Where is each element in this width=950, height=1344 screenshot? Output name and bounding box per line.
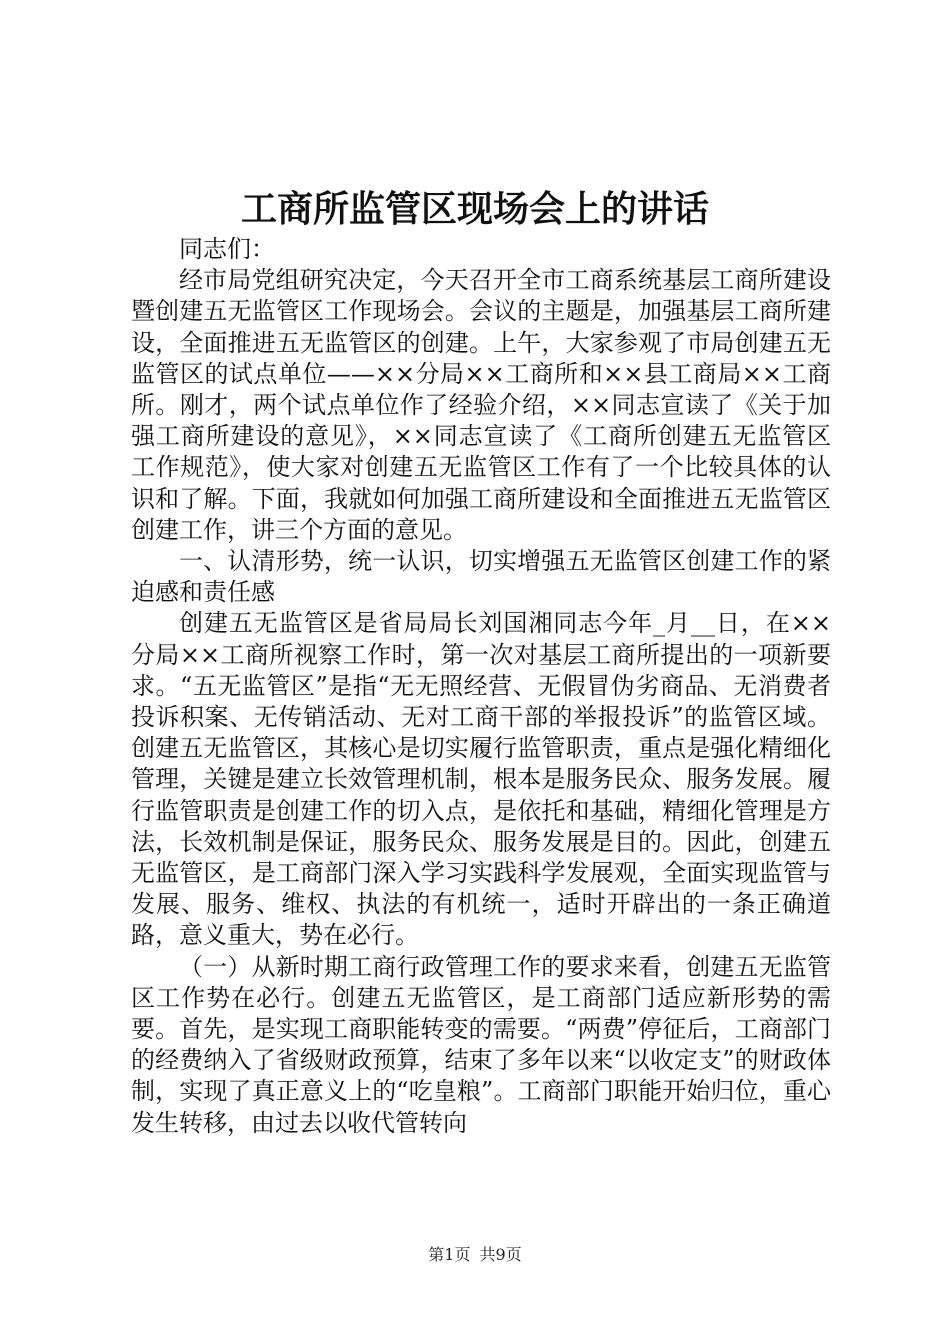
document-body (131, 234, 831, 1139)
body-paragraph: 经市局党组研究决定，今天召开全市工商系统基层工商所建设暨创建五无监管区工作现场会。会议的主题是，加强基层工商所建设，全面推进五无监管区的创建。上午，大家参观了市局创建五无监管区的试点单位——××分局××工商所和××县工商局××工商所。刚才，两个试点单位作了经验介绍，××同志宣读了《关于加强工商所建设的意见》，××同志宣读了《工商所创建五无监管区工作规范》，使大家对创建五无监管区工作有了一个比较具体的认识和了解。下面，我就如何加强工商所建设和全面推进五无监管区创建工作，讲三个方面的意见。 (131, 266, 831, 544)
salutation-paragraph: 同志们： (179, 235, 275, 263)
body-paragraph: 创建五无监管区是省局局长刘国湘同志今年_月__日，在××分局××工商所视察工作时，第一次对基层工商所提出的一项新要求。“五无监管区”是指“无无照经营、无假冒伪劣商品、无消费者投诉积案、无传销活动、无对工商干部的举报投诉”的监管区域。创建五无监管区，其核心是切实履行监管职责，重点是强化精细化管理，关键是建立长效管理机制，根本是服务民众、服务发展。履行监管职责是创建工作的切入点，是依托和基础，精细化管理是方法，长效机制是保证，服务民众、服务发展是目的。因此，创建五无监管区，是工商部门深入学习实践科学发展观，全面实现监管与发展、服务、维权、执法的有机统一，适时开辟出的一条正确道路，意义重大，势在必行。 (131, 609, 831, 950)
page-number: 第1页 (428, 1245, 471, 1264)
page-total: 共9页 (479, 1245, 522, 1264)
document-title: 工商所监管区现场会上的讲话 (240, 188, 709, 230)
section-heading: 一、认清形势，统一认识，切实增强五无监管区创建工作的紧迫感和责任感 (131, 547, 831, 607)
body-paragraph: （一）从新时期工商行政管理工作的要求来看，创建五无监管区工作势在必行。创建五无监管区，是工商部门适应新形势的需要。首先，是实现工商职能转变的需要。“两费”停征后，工商部门的经费纳入了省级财政预算，结束了多年以来“以收定支”的财政体制，实现了真正意义上的“吃皇粮”。工商部门职能开始归位，重心发生转移，由过去以收代管转向 (131, 952, 831, 1137)
page-footer (0, 1244, 950, 1266)
